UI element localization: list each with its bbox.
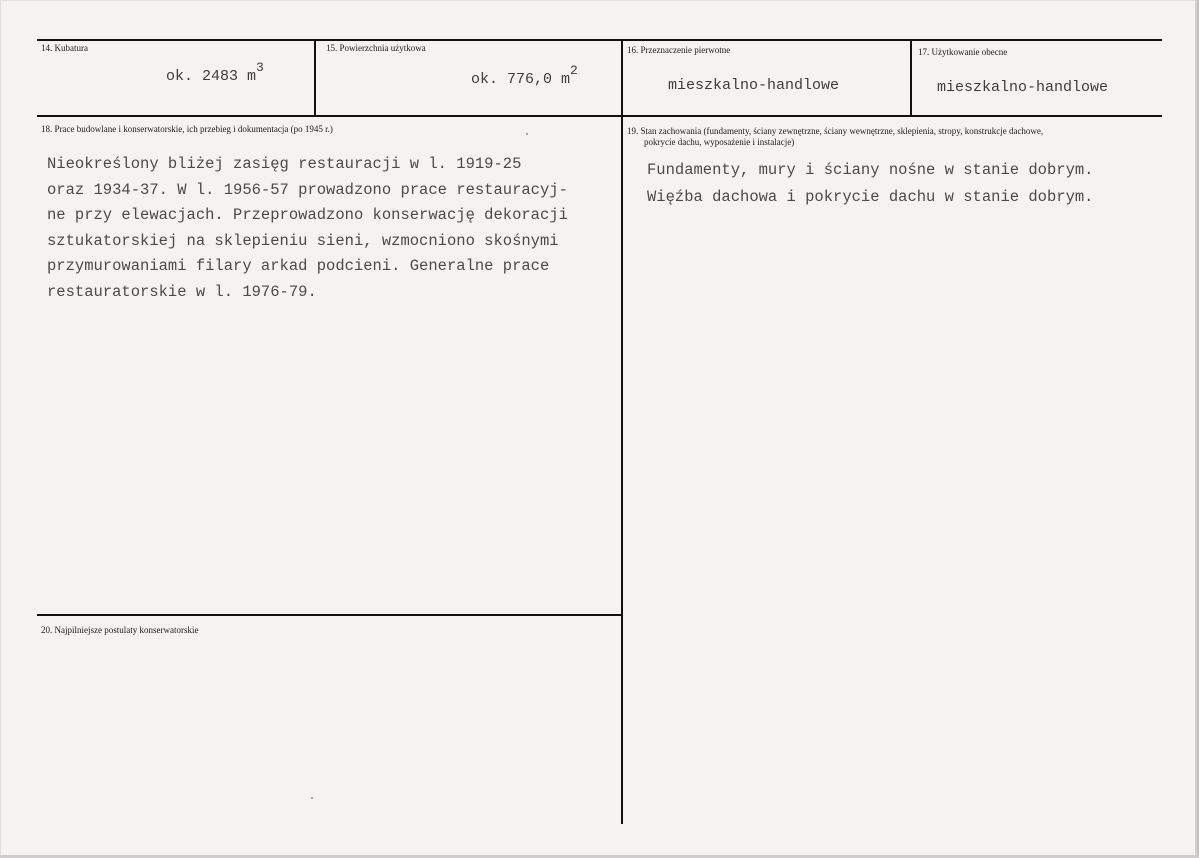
field-19-label-line2: pokrycie dachu, wyposażenie i instalacje) (644, 137, 795, 147)
main-center-divider (621, 39, 623, 824)
field-17-label: 17. Użytkowanie obecne (918, 47, 1008, 57)
section20-top-rule (37, 614, 622, 616)
top-rule (37, 39, 1162, 41)
card-edge-right (1195, 0, 1199, 858)
field-17-value: mieszkalno-handlowe (937, 79, 1109, 96)
field-15-value (471, 63, 578, 88)
divider-14-15 (314, 39, 316, 116)
paper-speck (311, 797, 313, 799)
field-19-text (647, 157, 1093, 211)
field-15-exponent: 2 (570, 63, 578, 78)
field-19-label-line1: 19. Stan zachowania (fundamenty, ściany zewnętrzne, ściany wewnętrzne, sklepienia, stropy, konstrukcje dachowe, (627, 126, 1044, 136)
field-15-value-text: ok. 776,0 m (471, 71, 571, 88)
field-14-value (166, 60, 264, 85)
field-20-label: 20. Najpilniejsze postulaty konserwatorskie (41, 625, 199, 635)
divider-16-17 (910, 39, 912, 116)
field-18-line: przymurowaniami filary arkad podcieni. Generalne prace (47, 257, 550, 275)
field-14-value-text: ok. 2483 m (166, 68, 257, 85)
paper-speck (526, 133, 528, 135)
field-15-label: 15. Powierzchnia użytkowa (326, 43, 426, 53)
field-18-line: restauratorskie w l. 1976-79. (47, 282, 317, 301)
row1-bottom-rule (37, 115, 1162, 117)
field-18-line: oraz 1934-37. W l. 1956-57 prowadzono prace restauracyj- (47, 180, 568, 199)
field-16-label: 16. Przeznaczenie pierwotne (627, 45, 731, 55)
field-18-label: 18. Prace budowlane i konserwatorskie, ich przebieg i dokumentacja (po 1945 r.) (41, 124, 333, 134)
field-19-line: Więźba dachowa i pokrycie dachu w stanie dobrym. (647, 188, 1094, 206)
field-18-line: sztukatorskiej na sklepieniu sieni, wzmocniono skośnymi (47, 231, 559, 250)
field-18-line: ne przy elewacjach. Przeprowadzono konserwację dekoracji (47, 206, 568, 224)
field-14-exponent: 3 (256, 60, 264, 75)
field-19-line: Fundamenty, mury i ściany nośne w stanie dobrym. (647, 161, 1094, 179)
field-18-line: Nieokreślony bliżej zasięg restauracji w l. 1919-25 (47, 155, 522, 173)
field-14-label: 14. Kubatura (41, 43, 88, 53)
field-16-value: mieszkalno-handlowe (668, 77, 840, 94)
field-19-label (627, 126, 1043, 148)
field-18-text (47, 152, 568, 305)
